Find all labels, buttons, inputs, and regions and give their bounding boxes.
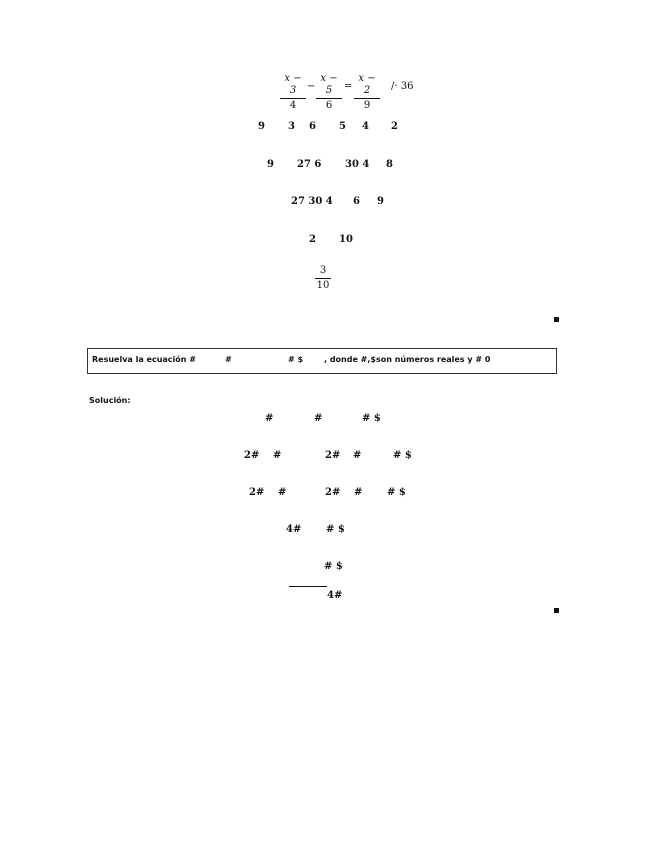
problem-text-part-3: # $: [288, 355, 304, 364]
result-a-bar: [315, 278, 331, 279]
step-b3-item: #: [354, 487, 363, 498]
step-b2-item: 2#: [325, 450, 341, 461]
step-a4-item: 2: [309, 234, 316, 245]
step-b4-item: 4#: [286, 524, 302, 535]
step-b2-item: #: [273, 450, 282, 461]
problem-text-part-4: , donde #,$son números reales y # 0: [324, 355, 491, 364]
fraction-1-denominator: 4: [289, 100, 297, 111]
step-b1-item: #: [314, 413, 323, 424]
step-b3-item: 2#: [249, 487, 265, 498]
problem-text-part-1: Resuelva la ecuación #: [92, 355, 196, 364]
step-a1-item: 9: [258, 121, 265, 132]
step-a4-item: 10: [339, 234, 353, 245]
fraction-2-bar: [316, 98, 342, 99]
equals-sign: =: [344, 81, 353, 92]
fraction-1-bar: [280, 98, 306, 99]
step-b1-item: # $: [362, 413, 381, 424]
step-a1-item: 3: [288, 121, 295, 132]
step-b2-item: #: [353, 450, 362, 461]
minus-sign: −: [307, 81, 316, 92]
fraction-1-numerator: x − 3: [284, 73, 302, 96]
result-b-numerator: # $: [324, 561, 343, 572]
step-a2-item: 27 6: [297, 159, 322, 170]
multiplier-label: /· 36: [391, 81, 414, 92]
result-a-denominator: 10: [316, 280, 330, 291]
problem-statement-box: [87, 348, 557, 374]
problem-text-part-2: #: [225, 355, 232, 364]
step-a3-item: 27 30 4: [291, 196, 333, 207]
result-b-denominator: 4#: [327, 590, 343, 601]
step-a1-item: 4: [362, 121, 369, 132]
step-b2-item: # $: [393, 450, 412, 461]
result-a-fraction: [315, 265, 331, 292]
fraction-2-denominator: 6: [325, 100, 333, 111]
fraction-2: [316, 73, 342, 112]
step-b2-item: 2#: [244, 450, 260, 461]
fraction-2-numerator: x − 5: [320, 73, 338, 96]
step-b4-item: # $: [326, 524, 345, 535]
result-a-numerator: 3: [319, 265, 327, 276]
solution-label: Solución:: [89, 396, 131, 405]
step-a3-item: 6: [353, 196, 360, 207]
step-b3-item: 2#: [325, 487, 341, 498]
fraction-3-denominator: 9: [363, 100, 371, 111]
result-b-fraction-bar: [289, 586, 327, 587]
fraction-3-bar: [354, 98, 380, 99]
fraction-1: [280, 73, 306, 112]
step-a3-item: 9: [377, 196, 384, 207]
end-of-proof-mark: [554, 608, 559, 613]
step-a1-item: 6: [309, 121, 316, 132]
step-a1-item: 2: [391, 121, 398, 132]
step-a1-item: 5: [339, 121, 346, 132]
step-a2-item: 8: [386, 159, 393, 170]
step-a2-item: 30 4: [345, 159, 370, 170]
step-a2-item: 9: [267, 159, 274, 170]
fraction-3-numerator: x − 2: [358, 73, 376, 96]
step-b3-item: #: [278, 487, 287, 498]
step-b3-item: # $: [387, 487, 406, 498]
fraction-3: [354, 73, 380, 112]
end-of-proof-mark: [554, 317, 559, 322]
step-b1-item: #: [265, 413, 274, 424]
